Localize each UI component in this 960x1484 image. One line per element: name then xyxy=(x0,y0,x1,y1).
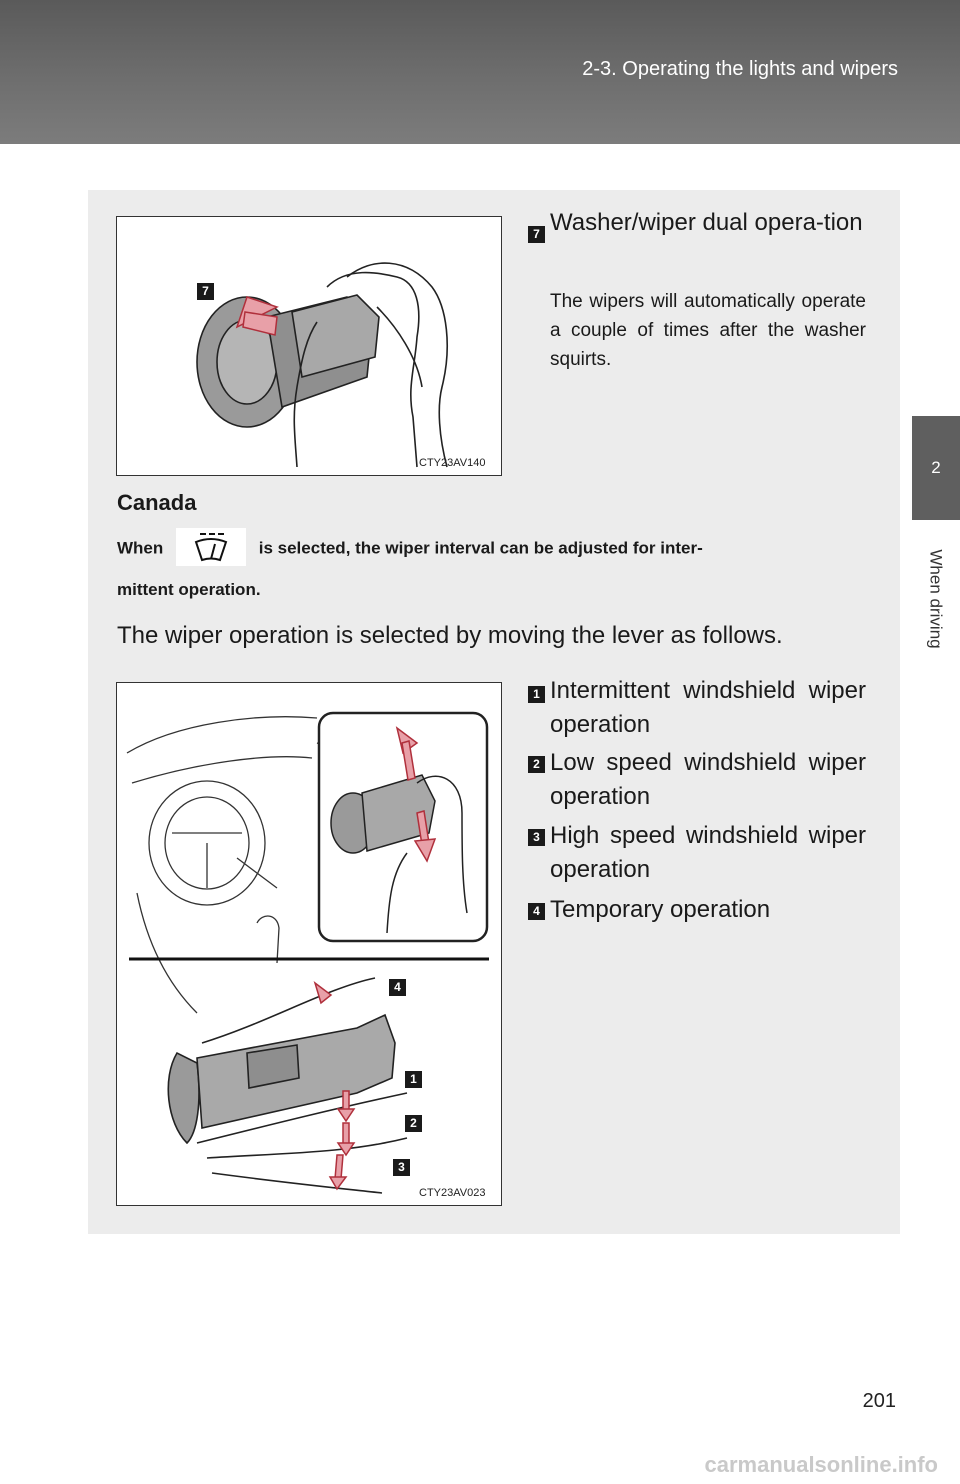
intermittent-wiper-icon xyxy=(176,528,246,566)
item-badge-3: 3 xyxy=(528,829,545,846)
dashboard-lever-illustration xyxy=(117,683,501,1205)
figure-callout-1: 1 xyxy=(405,1071,422,1088)
item7-note: The wipers will automatically operate a couple of times after the washer squirts. xyxy=(550,291,866,370)
figure-callout-3: 3 xyxy=(393,1159,410,1176)
item1-text: Intermittent windshield wiper operation xyxy=(550,677,866,738)
chapter-label-text: When driving xyxy=(927,549,946,649)
item4-text: Temporary operation xyxy=(550,896,771,923)
lead-sentence: The wiper operation is selected by moving the lever as follows. xyxy=(117,622,783,649)
when-text: When xyxy=(117,538,164,558)
arrow-temporary-icon xyxy=(315,983,331,1003)
item7-title: Washer/wiper dual opera-tion xyxy=(550,209,863,236)
figure-callout-2: 2 xyxy=(405,1115,422,1132)
item-badge-2: 2 xyxy=(528,756,545,773)
item2-text: Low speed windshield wiper operation xyxy=(550,749,866,810)
watermark: carmanualsonline.info xyxy=(704,1452,938,1477)
item3-text: High speed windshield wiper operation xyxy=(550,822,866,883)
canada-heading: Canada xyxy=(117,490,197,515)
figure-callout-4: 4 xyxy=(389,979,406,996)
figure-lever-positions xyxy=(116,682,502,1206)
figure-washer-dual xyxy=(116,216,502,476)
item-badge-7: 7 xyxy=(528,226,545,243)
item-badge-1: 1 xyxy=(528,686,545,703)
chapter-tab-number: 2 xyxy=(912,416,960,520)
figure-code: CTY23AV023 xyxy=(419,1187,486,1199)
figure-code: CTY23AV140 xyxy=(419,457,486,469)
wiper-lever-hand-illustration xyxy=(117,217,501,475)
item-badge-4: 4 xyxy=(528,903,545,920)
chapter-tab-label xyxy=(912,524,960,674)
arrow-high-icon xyxy=(330,1155,346,1189)
when-continuation: mittent operation. xyxy=(117,580,261,599)
arrow-low-icon xyxy=(338,1123,354,1155)
figure-callout-7: 7 xyxy=(197,283,214,300)
section-title: 2-3. Operating the lights and wipers xyxy=(582,58,898,80)
intermittent-note xyxy=(117,530,867,574)
when-rest-text: is selected, the wiper interval can be adjusted for inter- xyxy=(258,538,703,558)
page-number: 201 xyxy=(862,1390,896,1412)
page-header xyxy=(0,0,960,144)
